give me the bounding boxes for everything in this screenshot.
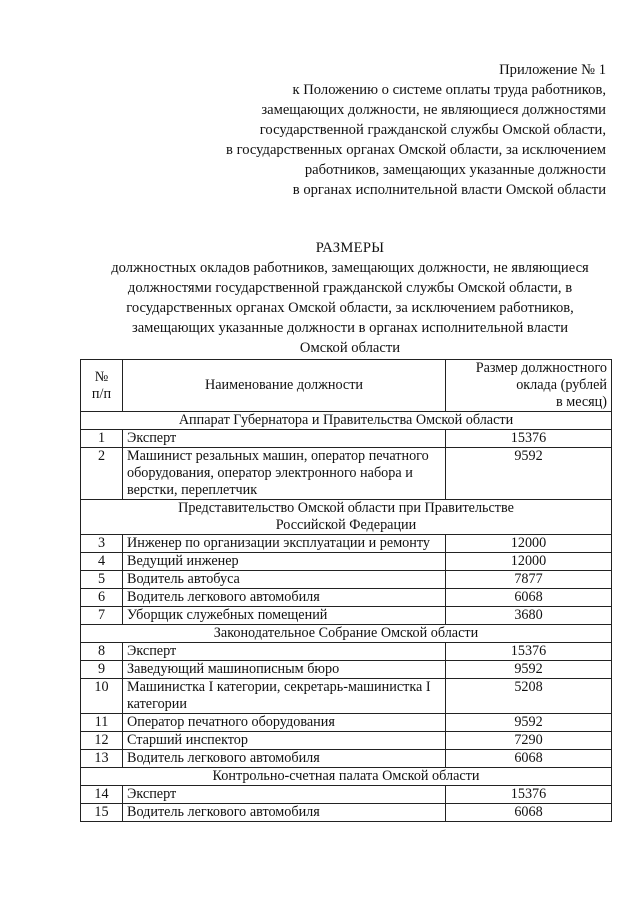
section-title-line: Законодательное Собрание Омской области (213, 625, 479, 641)
row-number: 2 (81, 448, 123, 500)
salary-value: 5208 (446, 679, 612, 714)
row-number: 15 (81, 804, 123, 822)
salary-value: 15376 (446, 430, 612, 448)
salary-value: 12000 (446, 535, 612, 553)
title-line: должностями государственной гражданской службы Омской области, в (127, 280, 573, 296)
title-line: государственных органах Омской области, за исключением работников, (126, 300, 574, 316)
row-number: 7 (81, 607, 123, 625)
position-name: Заведующий машинописным бюро (123, 661, 446, 679)
table-row (81, 589, 612, 607)
section-title-line: Российской Федерации (275, 517, 417, 533)
table-row (81, 804, 612, 822)
table-row (81, 607, 612, 625)
salary-value: 15376 (446, 786, 612, 804)
table-row (81, 750, 612, 768)
header-salary-line: Размер должностного (475, 360, 607, 376)
document-title (60, 238, 640, 358)
table-row (81, 535, 612, 553)
title-line: должностных окладов работников, замещающих должности, не являющиеся (111, 260, 589, 276)
row-number: 12 (81, 732, 123, 750)
header-number-line: п/п (91, 385, 112, 402)
appendix-line: замещающих должности, не являющиеся должностями (261, 102, 606, 118)
position-name: Эксперт (123, 786, 446, 804)
table-row (81, 732, 612, 750)
position-name: Эксперт (123, 643, 446, 661)
section-row (81, 412, 612, 430)
row-number: 9 (81, 661, 123, 679)
table-row (81, 661, 612, 679)
salary-value: 7877 (446, 571, 612, 589)
position-name: Ведущий инженер (123, 553, 446, 571)
row-number: 14 (81, 786, 123, 804)
row-number: 6 (81, 589, 123, 607)
title-line: замещающих указанные должности в органах исполнительной власти (131, 320, 569, 336)
row-number: 11 (81, 714, 123, 732)
position-name: Водитель автобуса (123, 571, 446, 589)
table-header-row (81, 360, 612, 412)
salary-value: 7290 (446, 732, 612, 750)
appendix-line: в органах исполнительной власти Омской области (292, 182, 606, 198)
row-number: 8 (81, 643, 123, 661)
table-row (81, 643, 612, 661)
position-name: Водитель легкового автомобиля (123, 804, 446, 822)
table-row (81, 714, 612, 732)
header-number (81, 360, 123, 412)
salary-value: 6068 (446, 750, 612, 768)
section-row (81, 625, 612, 643)
title-line: Омской области (299, 340, 401, 356)
header-salary-line: оклада (рублей (516, 377, 607, 393)
row-number: 13 (81, 750, 123, 768)
position-name: Машинист резальных машин, оператор печатного оборудования, оператор электронного набора и верстки, переплетчик (123, 448, 446, 500)
appendix-line: к Положению о системе оплаты труда работников, (292, 82, 606, 98)
position-name: Оператор печатного оборудования (123, 714, 446, 732)
header-number-line: № (94, 368, 109, 385)
table-row (81, 679, 612, 714)
appendix-line: работников, замещающих указанные должности (304, 162, 606, 178)
salary-value: 9592 (446, 661, 612, 679)
row-number: 3 (81, 535, 123, 553)
salary-value: 9592 (446, 448, 612, 500)
salary-value: 6068 (446, 804, 612, 822)
salary-value: 15376 (446, 643, 612, 661)
position-name: Водитель легкового автомобиля (123, 589, 446, 607)
section-title-line: Контрольно-счетная палата Омской области (212, 768, 480, 784)
appendix-line: Приложение № 1 (499, 62, 606, 78)
section-row (81, 768, 612, 786)
row-number: 5 (81, 571, 123, 589)
position-name: Старший инспектор (123, 732, 446, 750)
section-title (81, 625, 612, 643)
section-title (81, 412, 612, 430)
section-title-line: Аппарат Губернатора и Правительства Омской области (178, 412, 514, 428)
header-salary-line: в месяц) (555, 394, 607, 410)
section-row (81, 500, 612, 535)
position-name: Уборщик служебных помещений (123, 607, 446, 625)
row-number: 4 (81, 553, 123, 571)
salary-table (80, 359, 612, 822)
table-row (81, 786, 612, 804)
position-name: Водитель легкового автомобиля (123, 750, 446, 768)
salary-value: 3680 (446, 607, 612, 625)
salary-value: 9592 (446, 714, 612, 732)
salary-value: 12000 (446, 553, 612, 571)
title-heading: РАЗМЕРЫ (315, 240, 385, 256)
table-row (81, 448, 612, 500)
row-number: 1 (81, 430, 123, 448)
appendix-line: в государственных органах Омской области, за исключением (226, 142, 606, 158)
position-name: Эксперт (123, 430, 446, 448)
table-row (81, 430, 612, 448)
table-body (81, 412, 612, 822)
row-number: 10 (81, 679, 123, 714)
header-salary (446, 360, 612, 412)
table-row (81, 553, 612, 571)
position-name: Машинистка I категории, секретарь-машинистка I категории (123, 679, 446, 714)
appendix-reference (126, 60, 606, 200)
header-position-name: Наименование должности (123, 360, 446, 412)
salary-value: 6068 (446, 589, 612, 607)
section-title-line: Представительство Омской области при Правительстве (178, 500, 514, 516)
section-title (81, 768, 612, 786)
section-title (81, 500, 612, 535)
table-row (81, 571, 612, 589)
position-name: Инженер по организации эксплуатации и ремонту (123, 535, 446, 553)
appendix-line: государственной гражданской службы Омской области, (259, 122, 606, 138)
